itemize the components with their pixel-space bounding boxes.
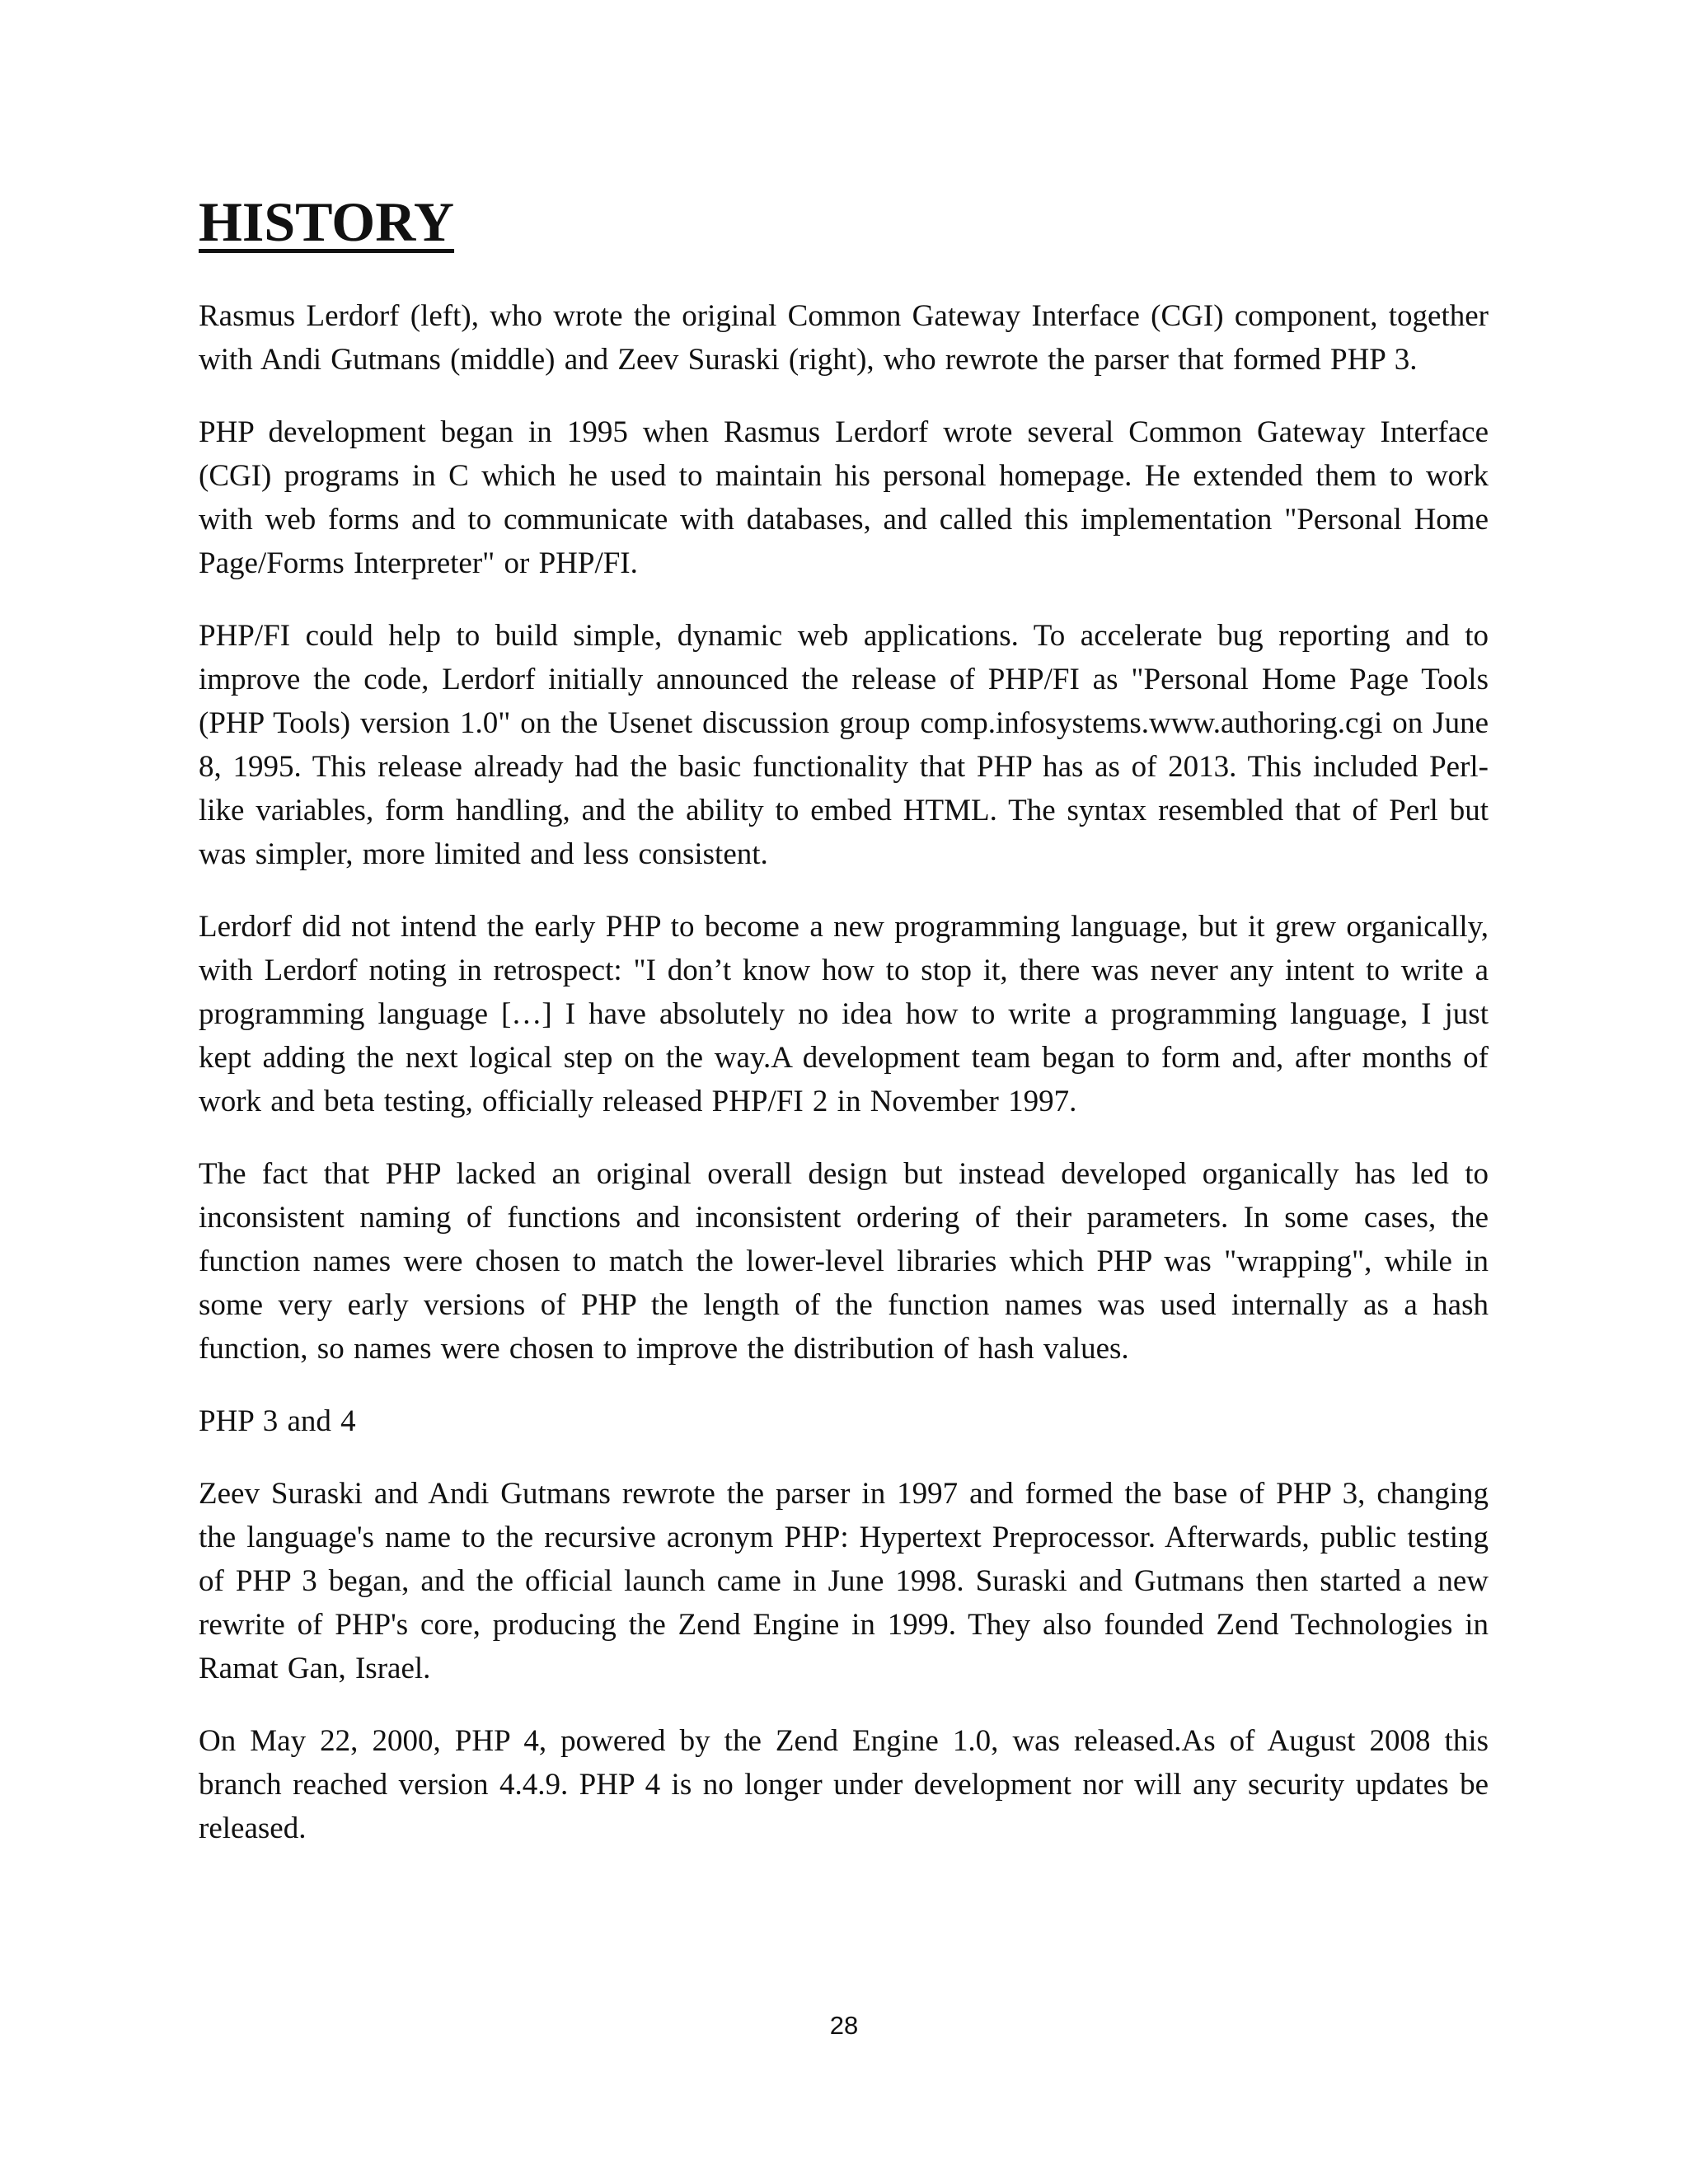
paragraph-php-fi: PHP/FI could help to build simple, dynamic web applications. To accelerate bug reporting and to improve the code, Lerdorf initially announced the release of PHP/FI as "Personal Home Page Tools (PHP Tools) version 1.0" on the Usenet discussion group comp.infosystems.www.authoring.cgi on June 8, 1995. This release already had the basic functionality that PHP has as of 2013. This included Perl-like variables, form handling, and the ability to embed HTML. The syntax resembled that of Perl but was simpler, more limited and less consistent. xyxy=(199,619,1489,871)
section-heading: HISTORY xyxy=(199,190,455,253)
paragraph-php-4: On May 22, 2000, PHP 4, powered by the Zend Engine 1.0, was released.As of August 2008 this branch reached version 4.4.9. PHP 4 is no longer under development nor will any security updates be released. xyxy=(199,1724,1489,1845)
paragraph-php-3: Zeev Suraski and Andi Gutmans rewrote the parser in 1997 and formed the base of PHP 3, changing the language's name to the recursive acronym PHP: Hypertext Preprocessor. Afterwards, public testing of PHP 3 began, and the official launch came in June 1998. Suraski and Gutmans then started a new rewrite of PHP's core, producing the Zend Engine in 1999. They also founded Zend Technologies in Ramat Gan, Israel. xyxy=(199,1477,1489,1685)
subheading-php-3-and-4: PHP 3 and 4 xyxy=(199,1404,356,1438)
page-content xyxy=(199,190,1489,1879)
paragraph-contributors: Rasmus Lerdorf (left), who wrote the original Common Gateway Interface (CGI) component, together with Andi Gutmans (middle) and Zeev Suraski (right), who rewrote the parser that formed PHP 3. xyxy=(199,299,1489,377)
paragraph-origins: PHP development began in 1995 when Rasmus Lerdorf wrote several Common Gateway Interface (CGI) programs in C which he used to maintain his personal homepage. He extended them to work with web forms and to communicate with databases, and called this implementation "Personal Home Page/Forms Interpreter" or PHP/FI. xyxy=(199,415,1489,580)
page-number: 28 xyxy=(829,2011,859,2040)
paragraph-naming-inconsistency: The fact that PHP lacked an original overall design but instead developed organically has led to inconsistent naming of functions and inconsistent ordering of their parameters. In some cases, the function names were chosen to match the lower-level libraries which PHP was "wrapping", while in some very early versions of PHP the length of the function names was used internally as a hash function, so names were chosen to improve the distribution of hash values. xyxy=(199,1157,1489,1366)
paragraph-organic-growth: Lerdorf did not intend the early PHP to become a new programming language, but it grew organically, with Lerdorf noting in retrospect: "I don’t know how to stop it, there was never any intent to write a programming language […] I have absolutely no idea how to write a programming language, I just kept adding the next logical step on the way.A development team began to form and, after months of work and beta testing, officially released PHP/FI 2 in November 1997. xyxy=(199,910,1489,1118)
